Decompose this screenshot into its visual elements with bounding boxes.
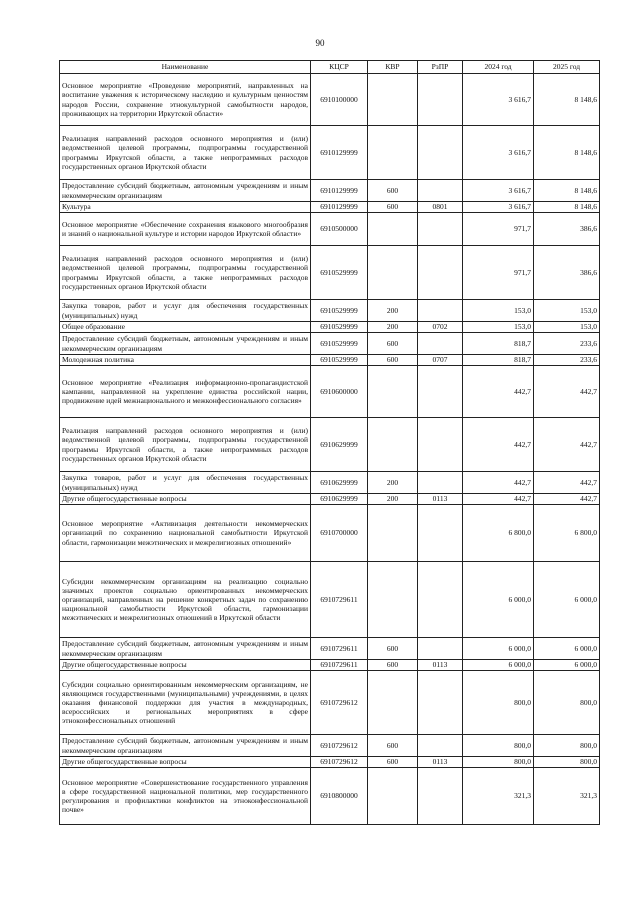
row-amount-2025: 386,6 <box>534 213 600 246</box>
table-row <box>60 494 600 505</box>
row-kvr <box>368 366 418 418</box>
table-row <box>60 735 600 757</box>
row-kvr: 600 <box>368 735 418 757</box>
row-kcsr: 6910800000 <box>311 768 368 825</box>
row-amount-2024: 6 000,0 <box>463 562 534 638</box>
row-kvr: 600 <box>368 180 418 202</box>
row-rzpr <box>418 333 463 355</box>
header-kvr: КВР <box>368 61 418 74</box>
row-amount-2024: 442,7 <box>463 366 534 418</box>
table-row <box>60 638 600 660</box>
row-kvr: 600 <box>368 333 418 355</box>
row-name: Реализация направлений расходов основного мероприятия и (или) ведомственной целевой программы, подпрограммы государственной программы Иркутской области, а также непрограммных расходов государственных органов Иркутской области <box>60 126 311 180</box>
row-amount-2025: 6 800,0 <box>534 505 600 562</box>
row-kvr: 200 <box>368 322 418 333</box>
row-amount-2025: 442,7 <box>534 472 600 494</box>
table-header-row <box>60 61 600 74</box>
row-kcsr: 6910600000 <box>311 366 368 418</box>
row-name: Другие общегосударственные вопросы <box>60 660 311 671</box>
row-amount-2025: 442,7 <box>534 366 600 418</box>
row-name: Предоставление субсидий бюджетным, автономным учреждениям и иным некоммерческим организациям <box>60 333 311 355</box>
row-amount-2024: 818,7 <box>463 333 534 355</box>
row-amount-2025: 800,0 <box>534 735 600 757</box>
row-amount-2024: 6 000,0 <box>463 638 534 660</box>
row-kvr: 200 <box>368 472 418 494</box>
table-row <box>60 202 600 213</box>
table-row <box>60 213 600 246</box>
row-rzpr: 0113 <box>418 757 463 768</box>
row-kcsr: 6910700000 <box>311 505 368 562</box>
row-rzpr <box>418 472 463 494</box>
row-amount-2025: 321,3 <box>534 768 600 825</box>
table-row <box>60 366 600 418</box>
row-rzpr <box>418 671 463 735</box>
row-rzpr <box>418 768 463 825</box>
row-name: Основное мероприятие «Совершенствование государственного управления в сфере государственной национальной политики, мер государственного регулирования и профилактики конфликтов на этноконфессиональной почве» <box>60 768 311 825</box>
row-kcsr: 6910629999 <box>311 494 368 505</box>
table-row <box>60 126 600 180</box>
row-amount-2024: 153,0 <box>463 322 534 333</box>
row-amount-2025: 8 148,6 <box>534 126 600 180</box>
table-row <box>60 757 600 768</box>
row-amount-2025: 386,6 <box>534 246 600 300</box>
row-kvr: 600 <box>368 355 418 366</box>
table-row <box>60 74 600 126</box>
row-amount-2025: 6 000,0 <box>534 660 600 671</box>
row-kcsr: 6910529999 <box>311 322 368 333</box>
row-amount-2024: 3 616,7 <box>463 74 534 126</box>
row-kcsr: 6910529999 <box>311 246 368 300</box>
row-amount-2024: 442,7 <box>463 494 534 505</box>
table-row <box>60 505 600 562</box>
row-kcsr: 6910529999 <box>311 333 368 355</box>
row-rzpr <box>418 246 463 300</box>
row-amount-2024: 3 616,7 <box>463 202 534 213</box>
row-amount-2024: 800,0 <box>463 735 534 757</box>
row-amount-2024: 321,3 <box>463 768 534 825</box>
row-name: Другие общегосударственные вопросы <box>60 494 311 505</box>
row-kvr: 600 <box>368 202 418 213</box>
row-rzpr: 0702 <box>418 322 463 333</box>
row-name: Основное мероприятие «Обеспечение сохранения языкового многообразия и знаний о национальной культуре и истории народов Иркутской области» <box>60 213 311 246</box>
row-amount-2025: 800,0 <box>534 757 600 768</box>
budget-table <box>59 60 600 825</box>
header-name: Наименование <box>60 61 311 74</box>
header-kcsr: КЦСР <box>311 61 368 74</box>
row-name: Культура <box>60 202 311 213</box>
row-rzpr <box>418 505 463 562</box>
row-kvr <box>368 768 418 825</box>
row-name: Реализация направлений расходов основного мероприятия и (или) ведомственной целевой программы, подпрограммы государственной программы Иркутской области, а также непрограммных расходов государственных органов Иркутской области <box>60 246 311 300</box>
row-rzpr: 0113 <box>418 494 463 505</box>
table-row <box>60 300 600 322</box>
table-row <box>60 671 600 735</box>
row-kcsr: 6910729611 <box>311 562 368 638</box>
row-kvr <box>368 671 418 735</box>
row-rzpr <box>418 180 463 202</box>
row-kcsr: 6910529999 <box>311 300 368 322</box>
row-kvr <box>368 505 418 562</box>
row-rzpr <box>418 74 463 126</box>
row-name: Предоставление субсидий бюджетным, автономным учреждениям и иным некоммерческим организациям <box>60 735 311 757</box>
row-amount-2025: 442,7 <box>534 494 600 505</box>
row-kcsr: 6910129999 <box>311 126 368 180</box>
row-rzpr <box>418 366 463 418</box>
header-year-2025: 2025 год <box>534 61 600 74</box>
row-name: Общее образование <box>60 322 311 333</box>
row-kcsr: 6910629999 <box>311 418 368 472</box>
row-amount-2024: 800,0 <box>463 671 534 735</box>
row-amount-2024: 6 000,0 <box>463 660 534 671</box>
row-kvr <box>368 74 418 126</box>
row-amount-2025: 233,6 <box>534 333 600 355</box>
table-row <box>60 355 600 366</box>
row-name: Другие общегосударственные вопросы <box>60 757 311 768</box>
row-name: Субсидии социально ориентированным некоммерческим организациям, не являющимся государственными (муниципальными) учреждениями, в целях оказания финансовой поддержки для участия в международных, всероссийских и региональных мероприятиях в сфере этноконфессиональных отношений <box>60 671 311 735</box>
row-kvr: 600 <box>368 660 418 671</box>
table-row <box>60 322 600 333</box>
row-kcsr: 6910729612 <box>311 757 368 768</box>
row-amount-2025: 6 000,0 <box>534 638 600 660</box>
row-amount-2024: 971,7 <box>463 246 534 300</box>
row-name: Основное мероприятие «Реализация информационно-пропагандистской кампании, направленной на укрепление единства российской нации, продвижение идей межнационального и межконфессионального согласия» <box>60 366 311 418</box>
row-amount-2025: 6 000,0 <box>534 562 600 638</box>
row-amount-2025: 8 148,6 <box>534 74 600 126</box>
row-kvr: 600 <box>368 638 418 660</box>
row-kvr: 200 <box>368 494 418 505</box>
row-kvr <box>368 126 418 180</box>
row-kcsr: 6910529999 <box>311 355 368 366</box>
row-kcsr: 6910729612 <box>311 671 368 735</box>
row-amount-2025: 8 148,6 <box>534 202 600 213</box>
row-amount-2024: 442,7 <box>463 472 534 494</box>
row-kvr: 200 <box>368 300 418 322</box>
row-kcsr: 6910129999 <box>311 180 368 202</box>
row-amount-2025: 8 148,6 <box>534 180 600 202</box>
row-rzpr <box>418 418 463 472</box>
row-name: Основное мероприятие «Проведение мероприятий, направленных на воспитание уважения к историческому наследию и культурным ценностям народов России, сохранение этнокультурной самобытности народов, проживающих на территории Иркутской области» <box>60 74 311 126</box>
row-amount-2024: 153,0 <box>463 300 534 322</box>
row-kcsr: 6910729611 <box>311 638 368 660</box>
row-amount-2025: 233,6 <box>534 355 600 366</box>
row-kvr: 600 <box>368 757 418 768</box>
row-amount-2025: 442,7 <box>534 418 600 472</box>
table-row <box>60 418 600 472</box>
row-name: Закупка товаров, работ и услуг для обеспечения государственных (муниципальных) нужд <box>60 300 311 322</box>
row-rzpr <box>418 126 463 180</box>
table-row <box>60 246 600 300</box>
table-row <box>60 768 600 825</box>
row-kcsr: 6910729612 <box>311 735 368 757</box>
row-amount-2024: 818,7 <box>463 355 534 366</box>
row-kvr <box>368 213 418 246</box>
row-rzpr <box>418 735 463 757</box>
row-name: Предоставление субсидий бюджетным, автономным учреждениям и иным некоммерческим организациям <box>60 638 311 660</box>
row-amount-2024: 971,7 <box>463 213 534 246</box>
row-name: Закупка товаров, работ и услуг для обеспечения государственных (муниципальных) нужд <box>60 472 311 494</box>
page-number: 90 <box>315 38 325 48</box>
row-rzpr <box>418 213 463 246</box>
row-kcsr: 6910500000 <box>311 213 368 246</box>
table-row <box>60 180 600 202</box>
row-rzpr: 0707 <box>418 355 463 366</box>
row-amount-2024: 3 616,7 <box>463 180 534 202</box>
table-row <box>60 333 600 355</box>
table-row <box>60 660 600 671</box>
row-amount-2025: 153,0 <box>534 300 600 322</box>
row-name: Реализация направлений расходов основного мероприятия и (или) ведомственной целевой программы, подпрограммы государственной программы Иркутской области, а также непрограммных расходов государственных органов Иркутской области <box>60 418 311 472</box>
row-rzpr: 0801 <box>418 202 463 213</box>
row-rzpr <box>418 562 463 638</box>
header-rzpr: РзПР <box>418 61 463 74</box>
row-amount-2024: 3 616,7 <box>463 126 534 180</box>
row-name: Предоставление субсидий бюджетным, автономным учреждениям и иным некоммерческим организациям <box>60 180 311 202</box>
table-row <box>60 562 600 638</box>
header-year-2024: 2024 год <box>463 61 534 74</box>
row-rzpr <box>418 638 463 660</box>
row-name: Молодежная политика <box>60 355 311 366</box>
row-rzpr <box>418 300 463 322</box>
row-amount-2025: 800,0 <box>534 671 600 735</box>
row-rzpr: 0113 <box>418 660 463 671</box>
table-row <box>60 472 600 494</box>
row-kcsr: 6910100000 <box>311 74 368 126</box>
row-kcsr: 6910729611 <box>311 660 368 671</box>
row-amount-2025: 153,0 <box>534 322 600 333</box>
row-name: Субсидии некоммерческим организациям на реализацию социально значимых проектов социально ориентированных некоммерческих организаций, направленных на решение конкретных задач по сохранению национальной самобытности Иркутской области, гармонизации межэтнических и межрелигиозных отношений в Иркутской области <box>60 562 311 638</box>
row-amount-2024: 442,7 <box>463 418 534 472</box>
row-amount-2024: 800,0 <box>463 757 534 768</box>
row-name: Основное мероприятие «Активизация деятельности некоммерческих организаций по сохранению национальной самобытности Иркутской области, гармонизации межэтнических и межрелигиозных отношений» <box>60 505 311 562</box>
row-kcsr: 6910129999 <box>311 202 368 213</box>
row-amount-2024: 6 800,0 <box>463 505 534 562</box>
row-kvr <box>368 418 418 472</box>
row-kvr <box>368 246 418 300</box>
row-kvr <box>368 562 418 638</box>
row-kcsr: 6910629999 <box>311 472 368 494</box>
